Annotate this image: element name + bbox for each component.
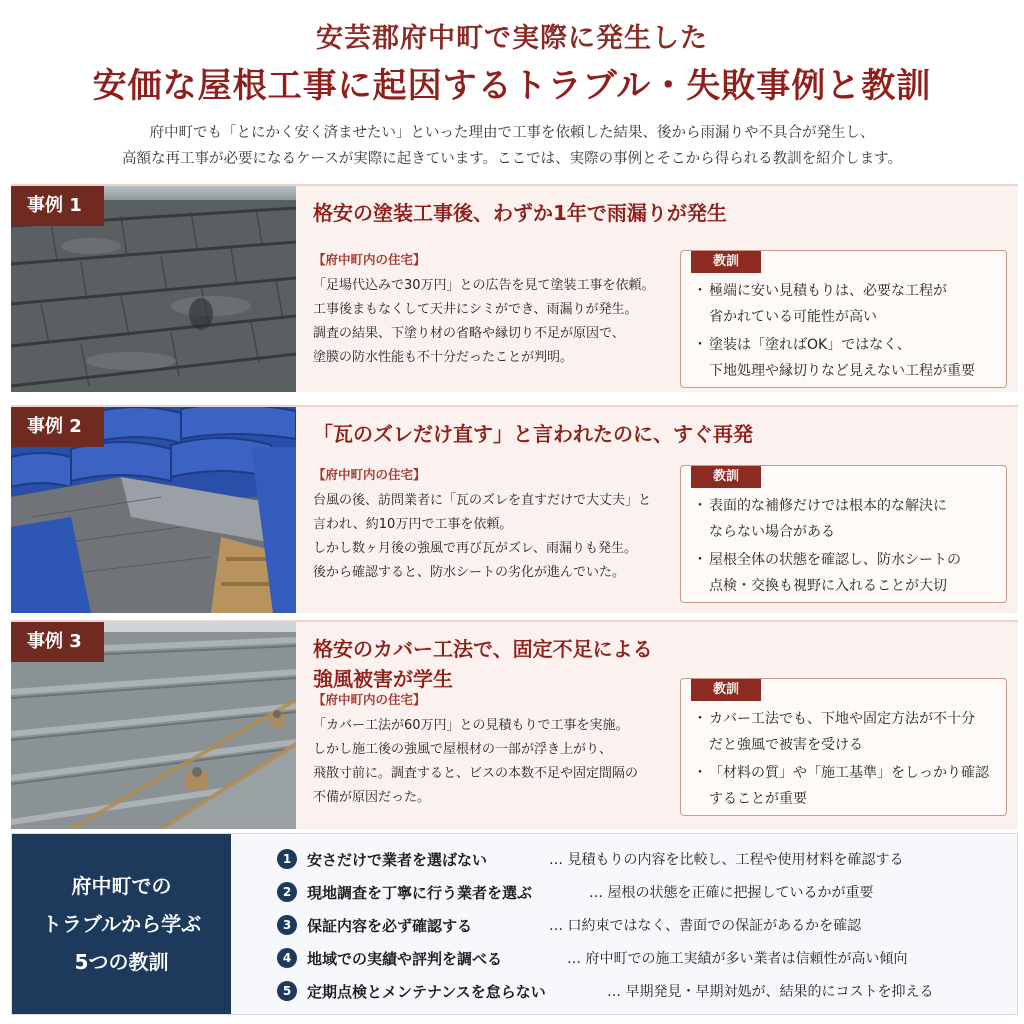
summary-heading-line: トラブルから学ぶ <box>41 912 202 936</box>
lesson-line: 屋根全体の状態を確認し、防水シートの <box>709 552 961 568</box>
summary-item-desc: … 口約束ではなく、書面での保証があるかを確認 <box>549 918 862 934</box>
lesson-line: 点検・交換も視野に入れることが大切 <box>709 578 947 594</box>
case-location: 【府中町内の住宅】 <box>313 692 426 707</box>
desc-line: 後から確認すると、防水シートの劣化が進んでいた。 <box>313 565 626 580</box>
summary-item-title: 地域での実績や評判を調べる <box>307 950 503 968</box>
summary-list <box>277 846 1007 1011</box>
lesson-line: 省かれている可能性が高い <box>709 309 877 325</box>
lesson-tag: 教訓 <box>691 251 761 273</box>
summary-heading-line: 5つの教訓 <box>74 950 169 974</box>
lesson-line: ならない場合がある <box>709 524 835 540</box>
case-description <box>313 274 683 370</box>
summary-item-title: 定期点検とメンテナンスを怠らない <box>307 983 546 1001</box>
lesson-line: だと強風で被害を受ける <box>709 737 863 753</box>
lesson-item: ・ 塗装は「塗ればOK」ではなく、 下地処理や縁切りなど見えない工程が重要 <box>693 332 1003 384</box>
summary-item-title: 現地調査を丁寧に行う業者を選ぶ <box>307 884 533 902</box>
case-location: 【府中町内の住宅】 <box>313 252 426 267</box>
lesson-line: することが重要 <box>709 791 807 807</box>
desc-line: 「足場代込みで30万円」との広告を見て塗装工事を依頼。 <box>313 278 655 293</box>
case-tag: 事例 3 <box>11 622 104 662</box>
case-title-line: 格安のカバー工法で、固定不足による <box>313 637 653 661</box>
desc-line: 「カバー工法が60万円」との見積もりで工事を実施。 <box>313 718 629 733</box>
page-subtitle: 安芸郡府中町で実際に発生した <box>316 23 708 54</box>
summary-item <box>277 945 1007 978</box>
page-title: 安価な屋根工事に起因するトラブル・失敗事例と教訓 <box>92 66 932 106</box>
lesson-tag: 教訓 <box>691 466 761 488</box>
lesson-item: ・ 屋根全体の状態を確認し、防水シートの 点検・交換も視野に入れることが大切 <box>693 547 1003 599</box>
lesson-list <box>693 493 1003 601</box>
desc-line: 工事後まもなくして天井にシミができ、雨漏りが発生。 <box>313 302 638 317</box>
desc-line: 飛散寸前に。調査すると、ビスの本数不足や固定間隔の <box>313 766 639 781</box>
summary-item-desc: … 早期発見・早期対処が、結果的にコストを抑える <box>607 984 934 1000</box>
case-card-3 <box>11 620 1018 829</box>
desc-line: 塗膜の防水性能も不十分だったことが判明。 <box>313 350 574 365</box>
summary-item-desc: … 屋根の状態を正確に把握しているかが重要 <box>589 885 874 901</box>
lesson-line: 「材料の質」や「施工基準」をしっかり確認 <box>709 765 989 781</box>
case-title-line: 強風被害が学生 <box>313 667 453 691</box>
summary-item <box>277 912 1007 945</box>
summary-item <box>277 846 1007 879</box>
case-title <box>313 419 773 449</box>
lesson-line: 下地処理や縁切りなど見えない工程が重要 <box>709 363 975 379</box>
lesson-list <box>693 278 1003 386</box>
case-description <box>313 489 683 585</box>
desc-line: しかし数ヶ月後の強風で再び瓦がズレ、雨漏りも発生。 <box>313 541 637 556</box>
summary-item-desc: … 見積もりの内容を比較し、工程や使用材料を確認する <box>549 852 904 868</box>
lesson-item: ・ 極端に安い見積もりは、必要な工程が 省かれている可能性が高い <box>693 278 1003 330</box>
lesson-tag: 教訓 <box>691 679 761 701</box>
lesson-line: 塗装は「塗ればOK」ではなく、 <box>709 337 911 353</box>
intro-line: 府中町でも「とにかく安く済ませたい」といった理由で工事を依頼した結果、後から雨漏りや不具合が発生し、 <box>149 125 875 141</box>
lesson-box <box>680 678 1007 816</box>
lesson-box <box>680 465 1007 603</box>
lesson-line: カバー工法でも、下地や固定方法が不十分 <box>709 711 975 727</box>
case-title-line: 「瓦のズレだけ直す」と言われたのに、すぐ再発 <box>313 422 753 446</box>
lesson-box <box>680 250 1007 388</box>
case-title-line: 格安の塗装工事後、わずか1年で雨漏りが発生 <box>313 201 727 225</box>
number-badge: 4 <box>277 948 297 968</box>
intro-text <box>0 120 1024 172</box>
page-header <box>0 0 1024 182</box>
summary-heading <box>12 834 231 1014</box>
case-description <box>313 714 683 810</box>
desc-line: 台風の後、訪問業者に「瓦のズレを直すだけで大丈夫」と <box>313 493 652 508</box>
case-card-1 <box>11 184 1018 392</box>
summary-item <box>277 879 1007 912</box>
desc-line: 不備が原因だった。 <box>313 790 431 805</box>
summary-heading-line: 府中町での <box>71 874 172 898</box>
case-title <box>313 634 733 694</box>
number-badge: 3 <box>277 915 297 935</box>
intro-line: 高額な再工事が必要になるケースが実際に起きています。ここでは、実際の事例とそこから得られる教訓を紹介します。 <box>122 151 902 167</box>
number-badge: 1 <box>277 849 297 869</box>
lesson-item: ・ カバー工法でも、下地や固定方法が不十分 だと強風で被害を受ける <box>693 706 1003 758</box>
lesson-item: ・ 表面的な補修だけでは根本的な解決に ならない場合がある <box>693 493 1003 545</box>
case-card-2 <box>11 405 1018 613</box>
number-badge: 5 <box>277 981 297 1001</box>
summary-item-title: 安さだけで業者を選ばない <box>307 851 488 869</box>
lesson-line: 極端に安い見積もりは、必要な工程が <box>709 283 947 299</box>
case-title <box>313 198 733 228</box>
lesson-list <box>693 706 1003 814</box>
summary-item-desc: … 府中町での施工実績が多い業者は信頼性が高い傾向 <box>567 951 908 967</box>
summary-item <box>277 978 1007 1011</box>
summary-item-title: 保証内容を必ず確認する <box>307 917 473 935</box>
summary-section <box>11 833 1018 1015</box>
case-tag: 事例 1 <box>11 186 104 226</box>
desc-line: 言われ、約10万円で工事を依頼。 <box>313 517 513 532</box>
case-tag: 事例 2 <box>11 407 104 447</box>
lesson-item: ・ 「材料の質」や「施工基準」をしっかり確認 することが重要 <box>693 760 1003 812</box>
lesson-line: 表面的な補修だけでは根本的な解決に <box>709 498 947 514</box>
case-location: 【府中町内の住宅】 <box>313 467 426 482</box>
desc-line: しかし施工後の強風で屋根材の一部が浮き上がり、 <box>313 742 613 757</box>
number-badge: 2 <box>277 882 297 902</box>
desc-line: 調査の結果、下塗り材の省略や縁切り不足が原因で、 <box>313 326 625 341</box>
